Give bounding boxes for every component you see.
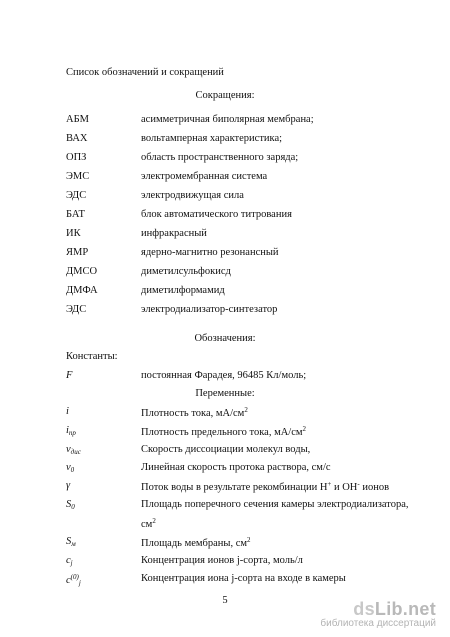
abbreviation-definition: диметилсульфокисд <box>141 266 231 277</box>
constant-definition: постоянная Фарадея, 96485 Кл/моль; <box>141 370 307 381</box>
abbreviation-term: ОПЗ <box>66 152 87 163</box>
page-heading: Список обозначений и сокращений <box>66 67 224 78</box>
notation-title: Обозначения: <box>194 333 256 344</box>
variable-definition: Плотность тока, $мА/см^2$ <box>141 406 248 419</box>
variable-definition: Концентрация ионов j-сорта, моль/л <box>141 555 303 566</box>
variable-symbol: $v_{дис}$ <box>66 444 81 456</box>
abbreviation-definition: электродвижущая сила <box>141 190 244 201</box>
watermark-tagline: библиотека диссертаций <box>320 618 436 629</box>
abbreviation-term: ЭМС <box>66 171 90 182</box>
abbreviation-term: ДМФА <box>66 285 98 296</box>
watermark-logo: dsLib.net <box>353 599 436 619</box>
constants-label: Константы: <box>66 351 118 362</box>
variable-symbol: $c_j$ <box>66 555 73 567</box>
variable-symbol: i <box>66 406 69 417</box>
variable-symbol: $v_0$ <box>66 462 75 474</box>
variables-label: Переменные: <box>195 388 255 399</box>
abbreviation-definition: инфракрасный <box>141 228 207 239</box>
variable-symbol: γ <box>66 480 71 491</box>
abbreviation-term: ВАХ <box>66 133 88 144</box>
variable-definition: Площадь мембраны, $см^2$ <box>141 536 251 549</box>
variable-definition: $см^2$ <box>141 517 156 530</box>
abbreviation-term: ДМСО <box>66 266 98 277</box>
abbreviations-title: Сокращения: <box>195 90 255 101</box>
abbreviation-definition: электромембранная система <box>141 171 268 182</box>
abbreviation-term: ЭДС <box>66 304 87 315</box>
abbreviation-term: ИК <box>66 228 81 239</box>
abbreviation-definition: вольтамперная характеристика; <box>141 133 283 144</box>
variable-definition: Концентрация иона j-сорта на входе в камеры <box>141 573 346 584</box>
variable-definition: Скорость диссоциации молекул воды, <box>141 444 311 455</box>
variable-definition: Плотность предельного тока, $мА/см^2$ <box>141 425 307 438</box>
abbreviation-term: ЯМР <box>66 247 89 258</box>
variable-symbol: $S_м$ <box>66 536 76 548</box>
abbreviation-definition: блок автоматического титрования <box>141 209 292 220</box>
watermark <box>320 599 436 629</box>
variable-definition: Линейная скорость протока раствора, см/с <box>141 462 331 473</box>
page-number: 5 <box>222 595 228 606</box>
variable-symbol: $c^{(0)}_j$ <box>66 573 81 587</box>
abbreviation-term: БАТ <box>66 209 85 220</box>
variable-symbol: $i_{пр}$ <box>66 425 76 437</box>
abbreviation-term: ЭДС <box>66 190 87 201</box>
abbreviation-definition: область пространственного заряда; <box>141 152 299 163</box>
variable-definition: Площадь поперечного сечения камеры электродиализатора, <box>141 499 409 510</box>
abbreviation-term: АБМ <box>66 114 89 125</box>
abbreviation-definition: электродиализатор-синтезатор <box>141 304 278 315</box>
variable-symbol: $S_0$ <box>66 499 75 511</box>
constant-symbol: F <box>66 370 73 381</box>
variable-definition: Поток воды в результате рекомбинации H+ и OH- ионов <box>141 480 390 493</box>
abbreviation-definition: асимметричная биполярная мембрана; <box>141 114 314 125</box>
abbreviation-definition: ядерно-магнитно резонансный <box>141 247 279 258</box>
abbreviation-definition: диметилформамид <box>141 285 225 296</box>
